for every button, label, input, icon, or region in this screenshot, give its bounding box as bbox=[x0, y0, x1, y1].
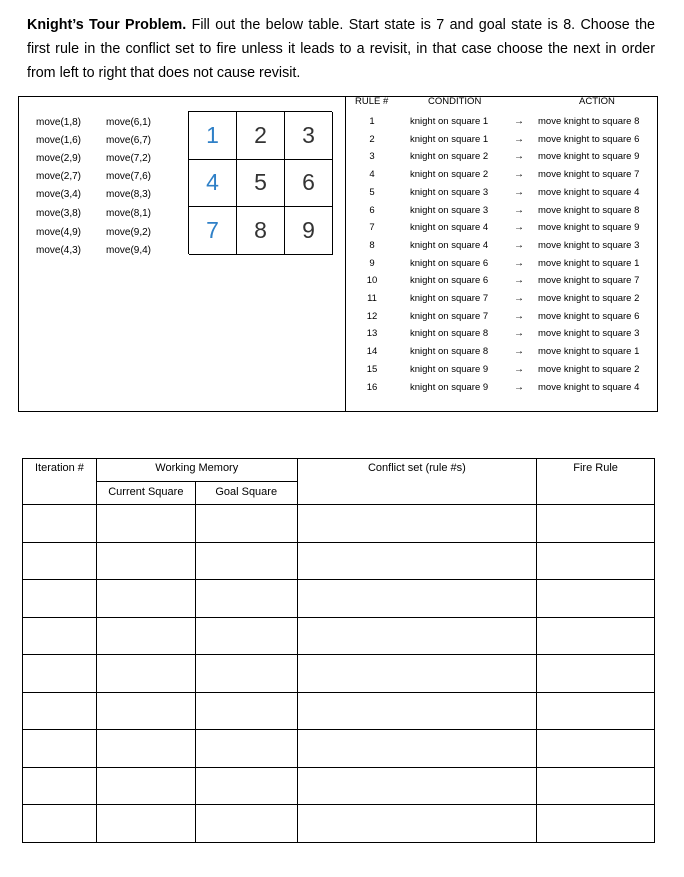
conflict-set-cell[interactable] bbox=[297, 617, 537, 655]
current-square-cell[interactable] bbox=[96, 580, 195, 618]
move-entry: move(6,7) bbox=[106, 135, 152, 146]
arrow-icon: → bbox=[514, 116, 524, 127]
rule-action: move knight to square 9 bbox=[538, 222, 640, 234]
rule-condition: knight on square 3 bbox=[410, 186, 489, 198]
current-square-cell[interactable] bbox=[96, 542, 195, 580]
rule-condition: knight on square 9 bbox=[410, 381, 489, 393]
fire-rule-header: Fire Rule bbox=[537, 459, 655, 505]
rule-number: 2 bbox=[369, 133, 375, 145]
move-entry: move(7,2) bbox=[106, 153, 152, 164]
problem-description: Fill out the below table. Start state is 7 and goal state is 8. Choose the first rule in the conflict set to fire unless it leads to a revisit, in that case choose the next in order from left to right that does not cause revisit. bbox=[27, 17, 655, 81]
current-square-cell[interactable] bbox=[96, 692, 195, 730]
condition-header: CONDITION bbox=[428, 96, 482, 107]
current-square-header: Current Square bbox=[96, 482, 195, 505]
conflict-set-cell[interactable] bbox=[297, 542, 537, 580]
rule-number: 15 bbox=[366, 363, 378, 375]
rule-condition: knight on square 8 bbox=[410, 328, 489, 340]
rule-number: 5 bbox=[369, 186, 375, 198]
move-entry: move(4,9) bbox=[36, 227, 82, 238]
goal-square-cell[interactable] bbox=[195, 617, 297, 655]
rule-action: move knight to square 9 bbox=[538, 151, 640, 163]
rule-action: move knight to square 6 bbox=[538, 310, 640, 322]
rule-condition: knight on square 9 bbox=[410, 363, 489, 375]
conflict-set-cell[interactable] bbox=[297, 805, 537, 843]
iteration-cell[interactable] bbox=[23, 505, 97, 543]
fire-rule-cell[interactable] bbox=[537, 542, 655, 580]
iteration-cell[interactable] bbox=[23, 692, 97, 730]
conflict-set-cell[interactable] bbox=[297, 505, 537, 543]
iteration-header: Iteration # bbox=[23, 459, 97, 505]
goal-square-cell[interactable] bbox=[195, 805, 297, 843]
iteration-cell[interactable] bbox=[23, 542, 97, 580]
upper-box-divider bbox=[345, 96, 346, 412]
arrow-icon: → bbox=[514, 239, 524, 251]
goal-square-cell[interactable] bbox=[195, 505, 297, 543]
action-header: ACTION bbox=[579, 96, 615, 107]
arrow-icon: → bbox=[514, 363, 524, 375]
conflict-set-cell[interactable] bbox=[297, 580, 537, 618]
arrow-icon: → bbox=[514, 133, 524, 145]
grid-cell-5: 5 bbox=[237, 160, 285, 208]
table-row bbox=[23, 655, 655, 693]
rule-condition: knight on square 1 bbox=[410, 116, 489, 127]
move-entry: move(4,3) bbox=[36, 245, 82, 256]
table-row bbox=[23, 692, 655, 730]
fire-rule-cell[interactable] bbox=[537, 692, 655, 730]
arrow-icon: → bbox=[514, 381, 524, 393]
instructions-paragraph bbox=[27, 13, 655, 85]
arrow-icon: → bbox=[514, 346, 524, 358]
conflict-set-header: Conflict set (rule #s) bbox=[297, 459, 537, 505]
move-entry: move(3,8) bbox=[36, 208, 82, 219]
table-row bbox=[23, 767, 655, 805]
table-row bbox=[23, 580, 655, 618]
arrow-icon: → bbox=[514, 293, 524, 304]
conflict-set-cell[interactable] bbox=[297, 767, 537, 805]
arrow-icon: → bbox=[514, 310, 524, 322]
rule-condition: knight on square 2 bbox=[410, 169, 489, 181]
iteration-cell[interactable] bbox=[23, 767, 97, 805]
rule-number: 1 bbox=[369, 116, 375, 127]
fire-rule-cell[interactable] bbox=[537, 730, 655, 768]
arrow-icon: → bbox=[514, 151, 524, 163]
goal-square-cell[interactable] bbox=[195, 580, 297, 618]
fire-rule-cell[interactable] bbox=[537, 655, 655, 693]
fire-rule-cell[interactable] bbox=[537, 617, 655, 655]
table-row bbox=[23, 542, 655, 580]
goal-square-cell[interactable] bbox=[195, 542, 297, 580]
move-entry: move(7,6) bbox=[106, 171, 152, 182]
rule-condition: knight on square 7 bbox=[410, 310, 489, 322]
grid-cell-4: 4 bbox=[189, 160, 237, 208]
rule-condition: knight on square 1 bbox=[410, 133, 489, 145]
knight-board-grid bbox=[188, 111, 332, 254]
rule-number: 9 bbox=[369, 257, 375, 269]
rule-action: move knight to square 1 bbox=[538, 346, 640, 358]
arrow-icon: → bbox=[514, 204, 524, 216]
current-square-cell[interactable] bbox=[96, 805, 195, 843]
move-entry: move(6,1) bbox=[106, 117, 152, 128]
rule-condition: knight on square 4 bbox=[410, 239, 489, 251]
move-entry: move(1,8) bbox=[36, 117, 82, 128]
rule-condition: knight on square 3 bbox=[410, 204, 489, 216]
move-entry: move(3,4) bbox=[36, 189, 82, 200]
arrow-icon: → bbox=[514, 275, 524, 287]
move-entry: move(8,3) bbox=[106, 189, 152, 200]
arrow-icon: → bbox=[514, 222, 524, 234]
goal-square-header: Goal Square bbox=[195, 482, 297, 505]
working-memory-header: Working Memory bbox=[96, 459, 297, 482]
move-entry: move(9,4) bbox=[106, 245, 152, 256]
grid-cell-1: 1 bbox=[189, 112, 237, 160]
rule-number: 14 bbox=[366, 346, 378, 358]
arrow-icon: → bbox=[514, 186, 524, 198]
rule-number: 11 bbox=[367, 293, 377, 304]
rule-action: move knight to square 1 bbox=[538, 257, 640, 269]
move-entry: move(8,1) bbox=[106, 208, 152, 219]
rule-number: 8 bbox=[369, 239, 375, 251]
move-entry: move(1,6) bbox=[36, 135, 82, 146]
rule-action: move knight to square 8 bbox=[538, 204, 640, 216]
move-entry: move(9,2) bbox=[106, 227, 152, 238]
rule-condition: knight on square 7 bbox=[410, 293, 489, 304]
current-square-cell[interactable] bbox=[96, 617, 195, 655]
rule-action: move knight to square 7 bbox=[538, 275, 640, 287]
rule-number: 12 bbox=[366, 310, 378, 322]
rule-number: 4 bbox=[369, 169, 375, 181]
iteration-table bbox=[22, 458, 655, 843]
move-entry: move(2,9) bbox=[36, 153, 82, 164]
iteration-cell[interactable] bbox=[23, 805, 97, 843]
current-square-cell[interactable] bbox=[96, 767, 195, 805]
goal-square-cell[interactable] bbox=[195, 692, 297, 730]
grid-cell-7: 7 bbox=[189, 207, 237, 255]
rule-action: move knight to square 8 bbox=[538, 116, 640, 127]
grid-cell-2: 2 bbox=[237, 112, 285, 160]
current-square-cell[interactable] bbox=[96, 505, 195, 543]
rule-action: move knight to square 3 bbox=[538, 239, 640, 251]
goal-square-cell[interactable] bbox=[195, 730, 297, 768]
conflict-set-cell[interactable] bbox=[297, 655, 537, 693]
iteration-cell[interactable] bbox=[23, 617, 97, 655]
iteration-cell[interactable] bbox=[23, 580, 97, 618]
rule-number: 10 bbox=[366, 275, 378, 287]
rule-condition: knight on square 8 bbox=[410, 346, 489, 358]
rule-number: 3 bbox=[369, 151, 375, 163]
move-entry: move(2,7) bbox=[36, 171, 82, 182]
current-square-cell[interactable] bbox=[96, 730, 195, 768]
rule-number: 6 bbox=[369, 204, 375, 216]
iteration-cell[interactable] bbox=[23, 655, 97, 693]
rule-number: 13 bbox=[366, 328, 378, 340]
fire-rule-cell[interactable] bbox=[537, 580, 655, 618]
grid-cell-8: 8 bbox=[237, 207, 285, 255]
table-row bbox=[23, 505, 655, 543]
grid-cell-6: 6 bbox=[285, 160, 333, 208]
rule-action: move knight to square 4 bbox=[538, 381, 640, 393]
rule-action: move knight to square 2 bbox=[538, 293, 640, 304]
rule-number: 7 bbox=[369, 222, 375, 234]
arrow-icon: → bbox=[514, 257, 524, 269]
rule-action: move knight to square 3 bbox=[538, 328, 640, 340]
rule-number: 16 bbox=[366, 381, 378, 393]
rule-condition: knight on square 6 bbox=[410, 275, 489, 287]
arrow-icon: → bbox=[514, 328, 524, 340]
rule-action: move knight to square 7 bbox=[538, 169, 640, 181]
rule-action: move knight to square 4 bbox=[538, 186, 640, 198]
conflict-set-cell[interactable] bbox=[297, 730, 537, 768]
grid-cell-3: 3 bbox=[285, 112, 333, 160]
current-square-cell[interactable] bbox=[96, 655, 195, 693]
rule-action: move knight to square 2 bbox=[538, 363, 640, 375]
rule-condition: knight on square 6 bbox=[410, 257, 489, 269]
grid-cell-9: 9 bbox=[285, 207, 333, 255]
iteration-cell[interactable] bbox=[23, 730, 97, 768]
rule-condition: knight on square 4 bbox=[410, 222, 489, 234]
fire-rule-cell[interactable] bbox=[537, 505, 655, 543]
fire-rule-cell[interactable] bbox=[537, 767, 655, 805]
rule-condition: knight on square 2 bbox=[410, 151, 489, 163]
problem-title: Knight’s Tour Problem. bbox=[27, 17, 187, 33]
fire-rule-cell[interactable] bbox=[537, 805, 655, 843]
arrow-icon: → bbox=[514, 169, 524, 181]
conflict-set-cell[interactable] bbox=[297, 692, 537, 730]
table-row bbox=[23, 805, 655, 843]
table-row bbox=[23, 617, 655, 655]
rule-number-header: RULE # bbox=[355, 96, 389, 107]
rule-action: move knight to square 6 bbox=[538, 133, 640, 145]
goal-square-cell[interactable] bbox=[195, 767, 297, 805]
goal-square-cell[interactable] bbox=[195, 655, 297, 693]
table-row bbox=[23, 730, 655, 768]
